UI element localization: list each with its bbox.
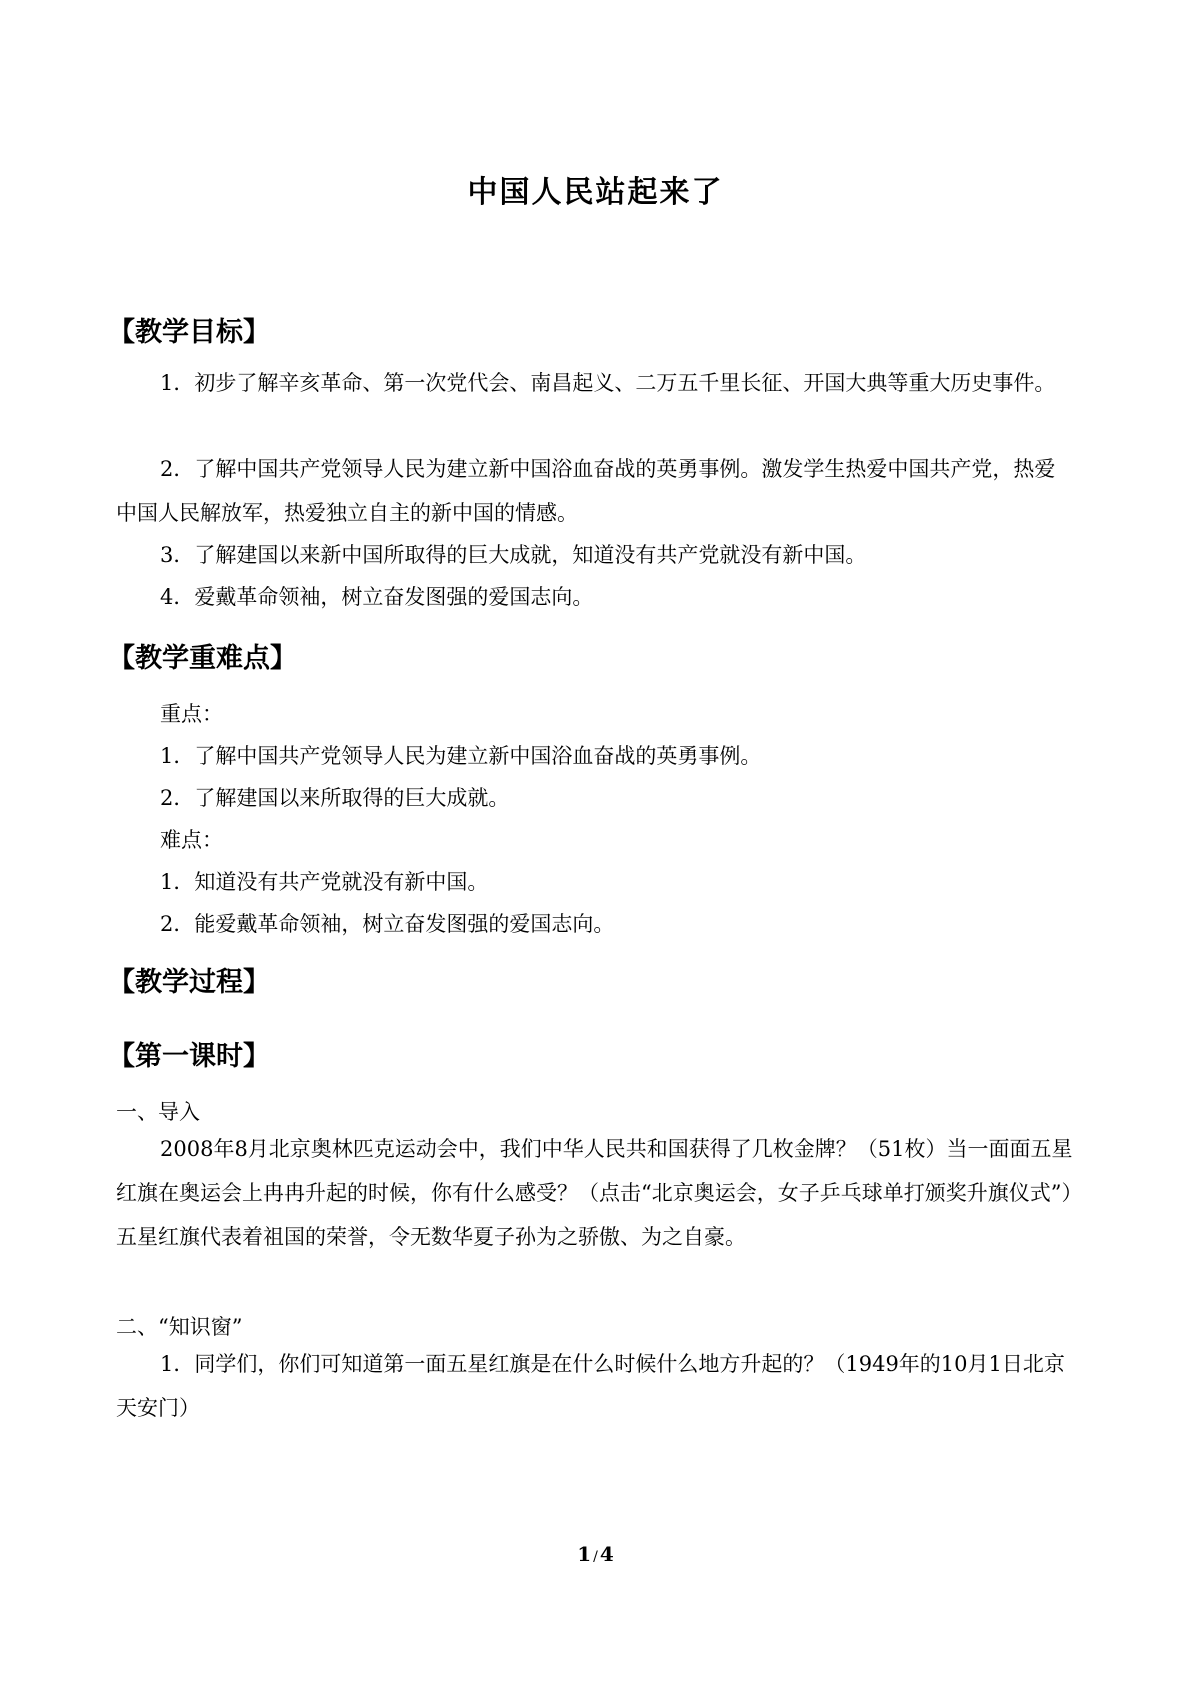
focus-item-2: 2．了解建国以来所取得的巨大成就。 — [160, 786, 510, 810]
objective-item-2: 2．了解中国共产党领导人民为建立新中国浴血奋战的英勇事例。激发学生热爱中国共产党，热爱中国人民解放军，热爱独立自主的新中国的情感。 — [116, 457, 1056, 525]
difficulty-item-2: 2．能爱戴革命领袖，树立奋发图强的爱国志向。 — [160, 912, 615, 936]
heading-objectives: 【教学目标】 — [108, 317, 270, 348]
page-title: 中国人民站起来了 — [467, 175, 724, 210]
part1-text: 2008年8月北京奥林匹克运动会中，我们中华人民共和国获得了几枚金牌？（51枚）当一面面五星红旗在奥运会上冉冉升起的时候，你有什么感受？（点击“北京奥运会，女子乒乓球单打颁奖升旗仪式”）五星红旗代表着祖国的荣誉，令无数华夏子孙为之骄傲、为之自豪。 — [116, 1137, 1073, 1249]
heading-lesson1: 【第一课时】 — [108, 1041, 270, 1072]
page-number — [0, 1542, 1191, 1566]
heading-process: 【教学过程】 — [108, 967, 270, 998]
part2-title: 二、“知识窗” — [116, 1315, 243, 1339]
objective-item-1: 1．初步了解辛亥革命、第一次党代会、南昌起义、二万五千里长征、开国大典等重大历史事件。 — [160, 371, 1056, 395]
objective-item-3: 3．了解建国以来新中国所取得的巨大成就，知道没有共产党就没有新中国。 — [160, 543, 867, 567]
difficulty-item-1: 1．知道没有共产党就没有新中国。 — [160, 870, 489, 894]
objective-item-4: 4．爱戴革命领袖，树立奋发图强的爱国志向。 — [160, 585, 594, 609]
part2-text: 1．同学们，你们可知道第一面五星红旗是在什么时候什么地方升起的？（1949年的10月1日北京天安门） — [116, 1352, 1065, 1420]
focus-item-1: 1．了解中国共产党领导人民为建立新中国浴血奋战的英勇事例。 — [160, 744, 762, 768]
page-current: 1 — [577, 1542, 592, 1566]
page-total: 4 — [599, 1542, 614, 1566]
heading-key-points: 【教学重难点】 — [108, 643, 297, 674]
page-separator: / — [593, 1549, 598, 1565]
part1-title: 一、导入 — [116, 1100, 200, 1124]
focus-label: 重点： — [160, 702, 223, 726]
difficulty-label: 难点： — [160, 828, 223, 852]
